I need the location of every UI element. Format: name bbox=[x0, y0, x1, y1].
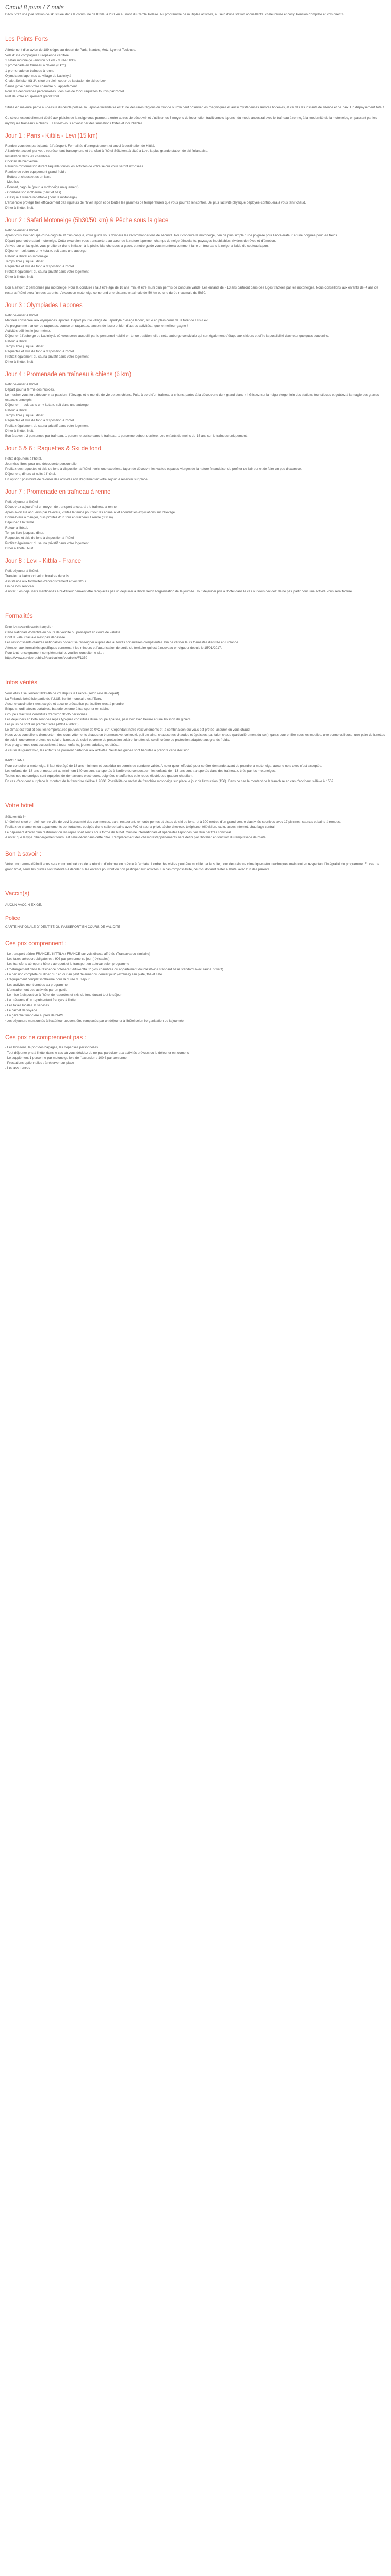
hotel-text bbox=[5, 815, 386, 840]
text-line: Votre programme définitif vous sera communiqué lors de la réunion d'information prévue à l'arrivée. L'ordre des visites peut être modifié par la suite, pour des raisons climatiques et/ou techniques mais tout en respectant l'intégralité du programme. En cas de grand froid, seuls les guides sont habilités à décider si les enfants pourront ou non participer aux activités. En cas d'impossibilité, ceux-ci doivent rester à l'hôtel avec l'un des parents. bbox=[5, 862, 379, 871]
text-line: Journées libres pour une découverte personnelle. bbox=[5, 462, 78, 466]
text-line: Pour les ressortissants français : bbox=[5, 625, 53, 629]
text-line: A noter que le type d'hébergement fourni est celui décrit dans cette offre. L'emplacement des chambres/appartements sera défini par l'hôtelier en fonction du remplissage de l'hôtel. bbox=[5, 836, 267, 839]
text-line: Dîner à l'hôtel. Nuit. bbox=[5, 547, 34, 550]
day-title: Jour 7 : Promenade en traîneau à renne bbox=[5, 489, 111, 495]
text-line: Groupes d'activité constitués d'environ 30-35 personnes. bbox=[5, 713, 88, 716]
text-line: Retour à l'hôtel en motoneige. bbox=[5, 255, 50, 258]
vaccins-title: Vaccin(s) bbox=[5, 891, 30, 897]
text-line: CARTE NATIONALE D'IDENTITÉ OU PASSEPORT EN COURS DE VALIDITÉ bbox=[5, 925, 121, 929]
text-line: Matinée consacrée aux olympiades lapones. Départ pour le village de Lapinkylä " village lapon", situé en plein cœur de la forêt de Hiisi/Levi. bbox=[5, 319, 209, 323]
text-line: - Les activités mentionnées au programme bbox=[5, 983, 68, 987]
text-line: https://www.service-public.fr/particuliers/vosdroits/F1359 bbox=[5, 656, 88, 660]
text-line: Départ pour la ferme des huskies. bbox=[5, 388, 55, 392]
text-line: Profitez de chambres ou appartements confortables, équipés d'une salle de bains avec WC et sauna privé, sèche-cheveux, téléphone, télévision, radio, accès Internet, chauffage central. bbox=[5, 825, 276, 829]
points-forts-list bbox=[5, 48, 386, 99]
day-title: Jour 4 : Promenade en traîneau à chiens (6 km) bbox=[5, 371, 132, 378]
text-line: - Les transferts aéroport / hôtel / aéroport et le transport en autocar selon programme bbox=[5, 962, 129, 966]
text-line: Temps libre jusqu'au dîner. bbox=[5, 260, 44, 263]
text-line: Pour les découvertes personnelles : des skis de fond, raquettes fournis par l'hôtel. bbox=[5, 90, 125, 93]
text-line: - Les boissons, le port des bagages, les dépenses personnelles bbox=[5, 1046, 99, 1049]
intro-text: Découvrez une jolie station de ski située dans la commune de Kittila, à 280 km au nord du Cercle Polaire. Au programme de multiples activités, au sein d'une station accueillante, chaleureuse et cosy. Pension complète et vols directs. bbox=[5, 13, 345, 16]
text-line: En cas d'accident sur place la montant de la franchise s'élève à 980€. Possibilité de rachat de franchise motoneige sur place le jour de l'excursion (15€). Dans ce cas le montant de la franchise en cas d'accident s'élève à 150€. bbox=[5, 779, 334, 783]
prix-ne-comprend-list bbox=[5, 1045, 386, 1071]
text-line: 1 safari motoneige (environ 50 km - durée 5h30) bbox=[5, 59, 76, 62]
text-line: IMPORTANT bbox=[5, 759, 25, 762]
day-description bbox=[5, 313, 386, 365]
prix-comprend-list bbox=[5, 952, 386, 1024]
text-line: Arrivés sur un lac gelé, vous profiterez d'une initiation à la pêche blanche sous la glace, et notre guide vous montrera comment faire un trou dans la neige, à l'aide du couteau lapon. bbox=[5, 244, 269, 248]
text-line: Petit déjeuner à l'hôtel bbox=[5, 500, 38, 504]
text-line: A cause du grand froid, les enfants ne pourront participer aux activités. Seuls les guides sont habilités à prendre cette décision. bbox=[5, 749, 190, 752]
text-line: - Tout déjeuner pris à l'hôtel dans le cas où vous décidez de ne pas participer aux activités prévues ou le déjeuner est compris bbox=[5, 1051, 189, 1055]
text-line: Dîner à l'hôtel. Nuit bbox=[5, 275, 34, 279]
text-line: Au programme : lancer de raquettes, course en raquettes, lancers de lasso et bien d'autres activités... que le meilleur gagne ! bbox=[5, 324, 188, 328]
text-line: Dîner à l'hôtel. Nuit. bbox=[5, 206, 34, 210]
points-forts-paragraph-2 bbox=[5, 105, 386, 110]
text-line: *Les déjeuners mentionnés à l'extérieur peuvent être remplacés par un déjeuner à l'hôtel selon l'organisation de la journée. bbox=[5, 1019, 185, 1023]
text-line: Raquettes et skis de fond à disposition à l'hôtel bbox=[5, 350, 74, 353]
text-line: Pour tout renseignement complémentaire, veuillez consulter le site : bbox=[5, 651, 104, 655]
day-description bbox=[5, 144, 386, 211]
text-line: Installation dans les chambres. bbox=[5, 155, 51, 158]
text-line: Déjeuner à l'auberge de Lapinkylä, où vous serez accueilli par le personnel habillé en tenue traditionnelle : cette auberge conviviale qui sert également d'étape aux skieurs et offre la possibilité d'acheter quelques souvenirs. bbox=[5, 334, 329, 338]
text-line: Attention aux formalités spécifiques concernant les mineurs et l'autorisation de sortie du territoire qui est à nouveau en vigueur depuis le 15/01/2017. bbox=[5, 646, 222, 650]
text-line: Raquettes et skis de fond à disposition à l'hôtel bbox=[5, 536, 74, 540]
text-line: - L'hébergement dans la résidence hôtelière Séitukenttä 3* (vos chambres ou appartement doubles/twins standard base standard avec sauna privatif) bbox=[5, 968, 223, 971]
text-line: Activités définies le jour même. bbox=[5, 329, 51, 333]
prix-ne-comprend-title: Ces prix ne comprennent pas : bbox=[5, 1035, 86, 1041]
text-line: - La garantie financière auprès de l'APST bbox=[5, 1014, 66, 1018]
text-line: Réunion d'information durant laquelle toutes les activités de votre séjour vous seront exposées. bbox=[5, 165, 144, 168]
text-line: Remise de votre équipement grand froid : bbox=[5, 170, 66, 174]
day-title: Jour 8 : Levi - Kittila - France bbox=[5, 558, 81, 564]
text-line: Olympiades laponnes au village de Lapinkylä bbox=[5, 74, 71, 78]
text-line: Petit déjeuner à l'hôtel. bbox=[5, 229, 39, 232]
text-line: 1 promenade en traîneau à chiens (6 km) bbox=[5, 64, 66, 67]
text-line: Après avoir été accueillis par l'éleveur, visitez la ferme pour voir les animaux et écoutez les explications sur l'élevage. bbox=[5, 511, 176, 514]
text-line: 1 promenade en traîneau à renne bbox=[5, 69, 55, 73]
text-line: - La présence d'un représentant français à l'hôtel bbox=[5, 998, 77, 1002]
text-line: Temps libre jusqu'au dîner. bbox=[5, 345, 44, 348]
text-line: Déjeuner à la ferme. bbox=[5, 521, 35, 524]
text-line: Retour à l'hôtel. bbox=[5, 340, 28, 343]
text-line: - Les taxes locales et services bbox=[5, 1004, 50, 1007]
text-line: Raquettes et skis de fond à disposition à l'hôtel bbox=[5, 419, 74, 422]
hotel-title: Votre hôtel bbox=[5, 803, 34, 809]
text-line: Dîner à l'hôtel. Nuit bbox=[5, 360, 34, 364]
text-line: - Combinaison isotherme (haut et bas) bbox=[5, 191, 61, 194]
day-title: Jour 1 : Paris - Kittila - Levi (15 km) bbox=[5, 133, 98, 139]
text-line: - Le supplément 1 personne par motoneige lors de l'excursion : 100 € par personne bbox=[5, 1056, 127, 1060]
text-line: Profitez également du sauna privatif dans votre logement. bbox=[5, 270, 90, 274]
day-description bbox=[5, 456, 386, 482]
text-line: AUCUN VACCIN EXIGÉ. bbox=[5, 903, 42, 907]
text-line: - Le carnet de voyage bbox=[5, 1009, 37, 1012]
text-line: Profitez également du sauna privatif dans votre logement bbox=[5, 355, 89, 359]
text-line: - La pension complète du dîner du 1er jour au petit déjeuner du dernier jour* (exclues) eau plate, thé et café bbox=[5, 973, 162, 976]
text-line: Retour à l'hôtel. bbox=[5, 409, 28, 412]
text-line: Temps libre jusqu'au dîner. bbox=[5, 414, 44, 417]
day-description bbox=[5, 569, 386, 595]
formalites-title: Formalités bbox=[5, 613, 33, 619]
text-line: - Casque à visière rabattable (pour la motoneige) bbox=[5, 196, 77, 199]
text-line: Les jours de sont un premier tarés (-09h14 20h30). bbox=[5, 723, 80, 726]
text-line: Pour conduire la motoneige, il faut être âgé de 18 ans minimum et posséder un permis de conduire valide. A noter qu'un effectué pour ce être demandé avant de prendre la motoneige, aucune note avec n'est acceptée. bbox=[5, 764, 322, 768]
text-line: Profitez également du sauna privatif dans votre logement bbox=[5, 424, 89, 428]
text-line: Profitez également du sauna privatif dans votre logement bbox=[5, 541, 89, 545]
police-text bbox=[5, 925, 386, 930]
text-line: Petit déjeuner à l'hôtel. bbox=[5, 314, 39, 317]
text-line: Bon à savoir : 2 personnes par motoneige. Pour la conduire il faut être âgé de 18 ans min. et être muni d'un permis de conduire valide. Les enfants de - 13 ans partiront dans des luges tractées par les motoneiges. Nous conseillons aux enfants de -4 ans de rester à l'hôtel avec l'un des parents. L'excursion motoneige comprend une distance maximale de 50 km ou une durée maximale de 5h30. bbox=[5, 286, 379, 295]
points-forts-title: Les Points Forts bbox=[5, 36, 48, 42]
day-title: Jour 2 : Safari Motoneige (5h30/50 km) & Pêche sous la glace bbox=[5, 217, 169, 224]
text-line: Cocktail de bienvenue. bbox=[5, 160, 39, 163]
text-line: Briquets, ordinateurs portables, batterie externe à transporter en cabine. bbox=[5, 707, 111, 711]
text-line: - Prestations optionnelles : à réserver sur place bbox=[5, 1061, 74, 1065]
text-line: L'ensemble protège très efficacement des rigueurs de l'hiver lapon et de toutes les gammes de températures que vous pourrez rencontrer. De plus l'activité physique déployée contribuera à vous tenir chaud. bbox=[5, 201, 306, 205]
text-line: Découvrez aujourd'hui un moyen de transport ancestral : le traîneau à renne. bbox=[5, 505, 118, 509]
text-line: Raquettes et skis de fond à disposition à l'hôtel bbox=[5, 265, 74, 268]
itinerary bbox=[5, 132, 386, 595]
police-title: Police bbox=[5, 915, 20, 921]
text-line: Les déjeuners en kota sont des repas typiques constitués d'une soupe épaisse, pain noir avec beurre et une boisson de gibiers. bbox=[5, 718, 192, 721]
text-line: Séitukenttä 3* bbox=[5, 815, 26, 819]
text-line: Petit déjeuner à l'hôtel. bbox=[5, 383, 39, 386]
text-line: A l'arrivée, accueil par votre représentant francophone et transfert à l'hôtel Séitukenttä situé à Levi, la plus grande station de ski finlandaise. bbox=[5, 149, 208, 153]
text-line: Nous vous conseillons d'emporter : des sous-vêtements chauds en thermoactivé, col roulé, pull en laine, chaussettes chaudes et épaisses, pantalon chaud (particulièrement du soir), gants pour enfiler sous les moufles, une bonne veilleuse, une paire de lunettes de soleil, une crème protectrice solaire, lunettes de soleil et crème de protection solaire, lunettes de soleil, crème de protection adaptée aux grands froids. bbox=[5, 733, 385, 742]
vaccins-text bbox=[5, 903, 386, 908]
text-line: Affrètement d'un avion de 189 sièges au départ de Paris, Nantes, Metz, Lyon et Toulouse. bbox=[5, 48, 136, 52]
bon-a-savoir-text bbox=[5, 862, 386, 872]
points-forts-paragraph-3 bbox=[5, 116, 386, 126]
text-line: Profitez des raquettes et skis de fond à disposition à l'hôtel : voici une excellente façon de découvrir les vastes espaces vierges de la nature finlandaise, de profiter de l'air pur et de faire un peu d'exercice. bbox=[5, 467, 302, 471]
text-line: Transfert à l'aéroport selon horaires de vols. bbox=[5, 574, 70, 578]
text-line: - Bonnet, cagoule (pour la motoneige uniquement) bbox=[5, 185, 79, 189]
text-line: Retour à l'hôtel. bbox=[5, 526, 28, 530]
text-line: Déjeuners, dîners et nuits à l'hôtel. bbox=[5, 472, 56, 476]
text-line: Le climat est froid et sec, les températures peuvent varier de 0°C à -30°. Cependant notre voix vêtements et la combinaison qui vous est prêtée, assurer en vous chaud. bbox=[5, 728, 251, 732]
text-line: Déjeuner - soit dans un « kota », soit dans une auberge. bbox=[5, 249, 88, 253]
text-line bbox=[5, 753, 386, 758]
day-description bbox=[5, 382, 386, 439]
day-title: Jour 3 : Olympiades Lapones bbox=[5, 302, 83, 309]
document bbox=[0, 0, 391, 1071]
day-description bbox=[5, 228, 386, 280]
text-line: Assistance aux formalités d'enregistrement et vol retour. bbox=[5, 580, 87, 583]
text-line: Fin de nos services. bbox=[5, 585, 35, 588]
day-note bbox=[5, 285, 386, 296]
text-line: Déjeuner — soit dans un « kota », soit dans une auberge. bbox=[5, 403, 90, 407]
text-line: Bon à savoir : 2 personnes par traîneau, 1 personne assise dans le traîneau, 1 personne debout derrière. Les enfants de moins de 15 ans sur le traîneau uniquement. bbox=[5, 434, 248, 438]
text-line: Le musher vous fera découvrir sa passion : l'élevage et le monde de vie de ses chiens. Puis, à bord d'un traîneau à chiens, partez à la découverte du « grand blanc » ! Glissez sur la neige vierge, loin des stations touristiques et goûtez à la magie des grands espaces enneigés. bbox=[5, 393, 379, 402]
infos-utiles-text bbox=[5, 691, 386, 784]
text-line: - Le transport aérien FRANCE / KITTILA / FRANCE sur vols directs affrétés (Transavia ou similaire) bbox=[5, 952, 150, 956]
text-line: - Les assurances bbox=[5, 1066, 30, 1070]
text-line: L'hôtel est situé en plein centre-ville de Levi à proximité des commerces, bars, restaurant, remonte-pentes et pistes de ski de fond, et à 300 mètres d'un grand centre d'activités sportives avec 17 piscines, saunas et bains à remous. bbox=[5, 820, 341, 824]
text-line: Petits déjeuners à l'hôtel. bbox=[5, 457, 42, 461]
text-line: Sauna privé dans votre chambre ou appartement bbox=[5, 84, 77, 88]
text-line: Départ pour votre safari motoneige. Cette excursion vous transportera au cœur de la nature laponne : champs de neige étincelants, paysages inoubliables, rivières de rêves et d'émotion. bbox=[5, 239, 276, 243]
text-line: Située en majeure partie au-dessus du cercle polaire, la Laponie finlandaise est l'une des rares régions du monde où l'on peut observer les magnifiques et aussi mystérieuses aurores boréales, et ce dès les instants de silence et de paix. Un dépaysement total ! bbox=[5, 106, 384, 109]
text-line: - Bottes et chaussettes en laine bbox=[5, 175, 52, 179]
text-line: Chalet Séitukenttä 3*, situé en plein coeur de la station de ski de Levi bbox=[5, 79, 107, 83]
text-line: Ce séjour essentiellement dédié aux plaisirs de la neige vous permettra entre autres de découvrir et d'utiliser les 3 moyens de locomotion traditionnels lapons : du mode ancestral avec le traîneau à renne, à la modernité de la motoneige, en passant par les mythiques traîneaux à chiens... Laissez-vous envahir par des sensations fortes et inoubliables. bbox=[5, 116, 377, 125]
bon-a-savoir-title: Bon à savoir : bbox=[5, 851, 42, 857]
text-line: Nos programmes sont accessibles à tous : enfants, jeunes, adultes, retraités... bbox=[5, 743, 120, 747]
text-line: Les ressortissants d'autres nationalités doivent se renseigner auprès des autorités consulaires compétentes afin de vérifier leurs formalités d'entrée en Finlande. bbox=[5, 641, 239, 645]
text-line: Donnez-leur à manger, puis profitez d'un tour en traîneau à renne (300 m). bbox=[5, 516, 114, 519]
prix-comprend-title: Ces prix comprennent : bbox=[5, 941, 67, 947]
text-line: Toutes nos motoneiges sont équipées de demarreurs électriques, poignées chauffantes et le repos électriques (pause) chauffant. bbox=[5, 774, 193, 778]
infos-utiles-title: Infos vérités bbox=[5, 680, 37, 686]
text-line: Petit déjeuner à l'hôtel. bbox=[5, 569, 39, 573]
text-line: - L'équipement complet isotherme pour la durée du séjour bbox=[5, 978, 90, 981]
text-line: - L'encadrement des activités par un guide bbox=[5, 988, 68, 992]
text-line: Les enfants de -18 ans et mesurant au minimum 140 cm sont transportés à l'arrière du conducteur ; les enfants de - 13 ans sont transportés dans des traîneaux, tirés par les motoneiges. bbox=[5, 769, 276, 773]
day-title: Jour 5 & 6 : Raquettes & Ski de fond bbox=[5, 446, 102, 452]
page-title: Circuit 8 jours / 7 nuits bbox=[5, 5, 64, 11]
text-line: Aucune vaccination n'est exigée et aucune précaution particulière n'est à prendre. bbox=[5, 702, 125, 706]
text-line: La Finlande bénéficie partie de l'U.UE, l'unité monétaire est l'Euro. bbox=[5, 697, 102, 701]
day-description bbox=[5, 500, 386, 551]
text-line: Dont la valeur faciale n'est pas dépassée. bbox=[5, 636, 67, 639]
text-line: A noter : les déjeuners mentionnés à l'extérieur peuvent être remplacés par un déjeuner à l'hôtel selon l'organisation de la journée. Tout déjeuner pris à l'hôtel dans le cas où vous décidez de ne pas partir pour une activité vous sera facturé. bbox=[5, 590, 353, 594]
text-line: Prêt de votre équipement grand froid. bbox=[5, 95, 60, 98]
text-line: - Les taxes aéroport obligatoires : 90€ par personne ce jour (révisables) bbox=[5, 957, 110, 961]
text-line: Rendez-vous des participants à l'aéroport. Formalités d'enregistrement et envol à destination de Kittilä. bbox=[5, 144, 155, 148]
text-line: Après vous avoir équipé d'une cagoule et d'un casque, votre guide vous donnera les recommandations de sécurité. Pour conduire la motoneige, rien de plus simple : une poignée pour l'accélérateur et une poignée pour les freins. bbox=[5, 234, 338, 238]
formalites-text bbox=[5, 625, 386, 661]
text-line: Temps libre jusqu'au dîner. bbox=[5, 531, 44, 535]
text-line: Dîner à l'hôtel. Nuit. bbox=[5, 429, 34, 433]
text-line: Vous êtes à seulement 3h30-4h de vol depuis le France (selon ville de départ). bbox=[5, 692, 120, 696]
text-line: Vols d'une compagnie Européenne certifiée. bbox=[5, 54, 70, 57]
text-line: En option : possibilité de rajouter des activités afin d'agrémenter votre séjour. A réserver sur place. bbox=[5, 478, 149, 481]
text-line: Le déjeunent d'hiver d'un restaurant où les repas sont servis sous forme de buffet. Cuisine internationale et spécialités laponnes, vin d'un bar très convivial. bbox=[5, 831, 232, 834]
text-line: - Moufles bbox=[5, 180, 19, 184]
text-line: Carte nationale d'identité en cours de validité ou passeport en cours de validité. bbox=[5, 631, 121, 634]
text-line: - Le mise à disposition à l'hôtel de raquettes et skis de fond durant tout le séjour bbox=[5, 993, 122, 997]
